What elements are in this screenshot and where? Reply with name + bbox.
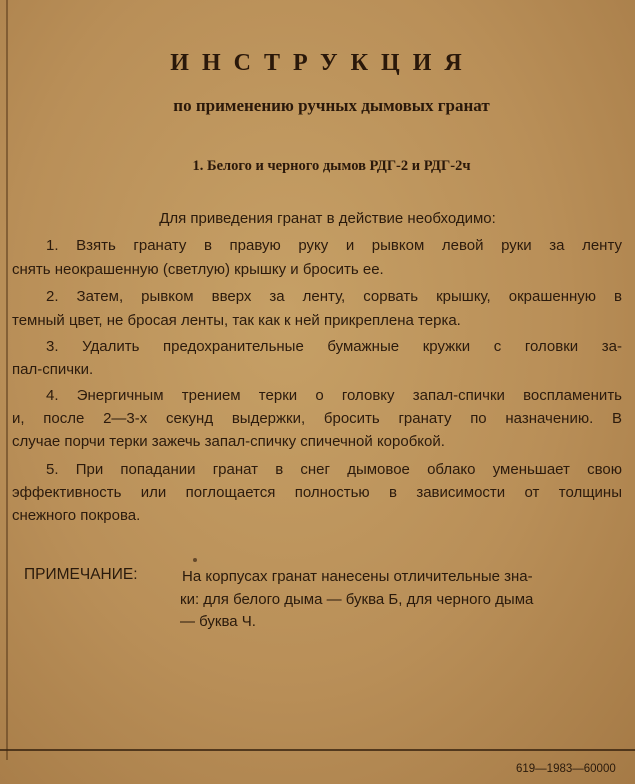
item-2-line-1: 2. Затем, рывком вверх за ленту, сорвать крышку, окрашенную в: [46, 288, 622, 305]
intro-text: Для приведения гранат в действие необходимо:: [159, 210, 496, 227]
note-line-1: На корпусах гранат нанесены отличительные зна-: [182, 568, 533, 585]
note-line-2: ки: для белого дыма — буква Б, для черного дыма: [180, 591, 534, 608]
item-5-line-3: снежного покрова.: [12, 507, 141, 524]
item-3-line-1: 3. Удалить предохранительные бумажные кружки с головки за-: [46, 338, 622, 355]
note-label: ПРИМЕЧАНИЕ:: [24, 566, 138, 583]
item-4-line-1: 4. Энергичным трением терки о головку запал-спички воспламенить: [46, 387, 622, 404]
item-4-line-3: случае порчи терки зажечь запал-спичку спичечной коробкой.: [12, 433, 445, 450]
item-5-line-1: 5. При попадании гранат в снег дымовое облако уменьшает свою: [46, 461, 622, 478]
item-1-line-2: снять неокрашенную (светлую) крышку и бросить ее.: [12, 261, 384, 278]
note-line-3: — буква Ч.: [180, 613, 256, 630]
item-4-line-2: и, после 2—3-х секунд выдержки, бросить гранату по назначению. В: [12, 410, 622, 427]
item-5-line-2: эффективность или поглощается полностью в зависимости от толщины: [12, 484, 622, 501]
document-title: ИНСТРУКЦИЯ: [170, 50, 475, 76]
item-2-line-2: темный цвет, не бросая ленты, так как к ней прикреплена терка.: [12, 312, 461, 329]
ink-speck: [193, 558, 197, 562]
document-subtitle: по применению ручных дымовых гранат: [173, 96, 490, 115]
bottom-rule: [0, 749, 635, 751]
print-code: 619—1983—60000: [516, 763, 616, 775]
item-3-line-2: пал-спички.: [12, 361, 94, 378]
section-heading: 1. Белого и черного дымов РДГ-2 и РДГ-2ч: [192, 158, 471, 174]
item-1-line-1: 1. Взять гранату в правую руку и рывком левой руки за ленту: [46, 237, 622, 254]
